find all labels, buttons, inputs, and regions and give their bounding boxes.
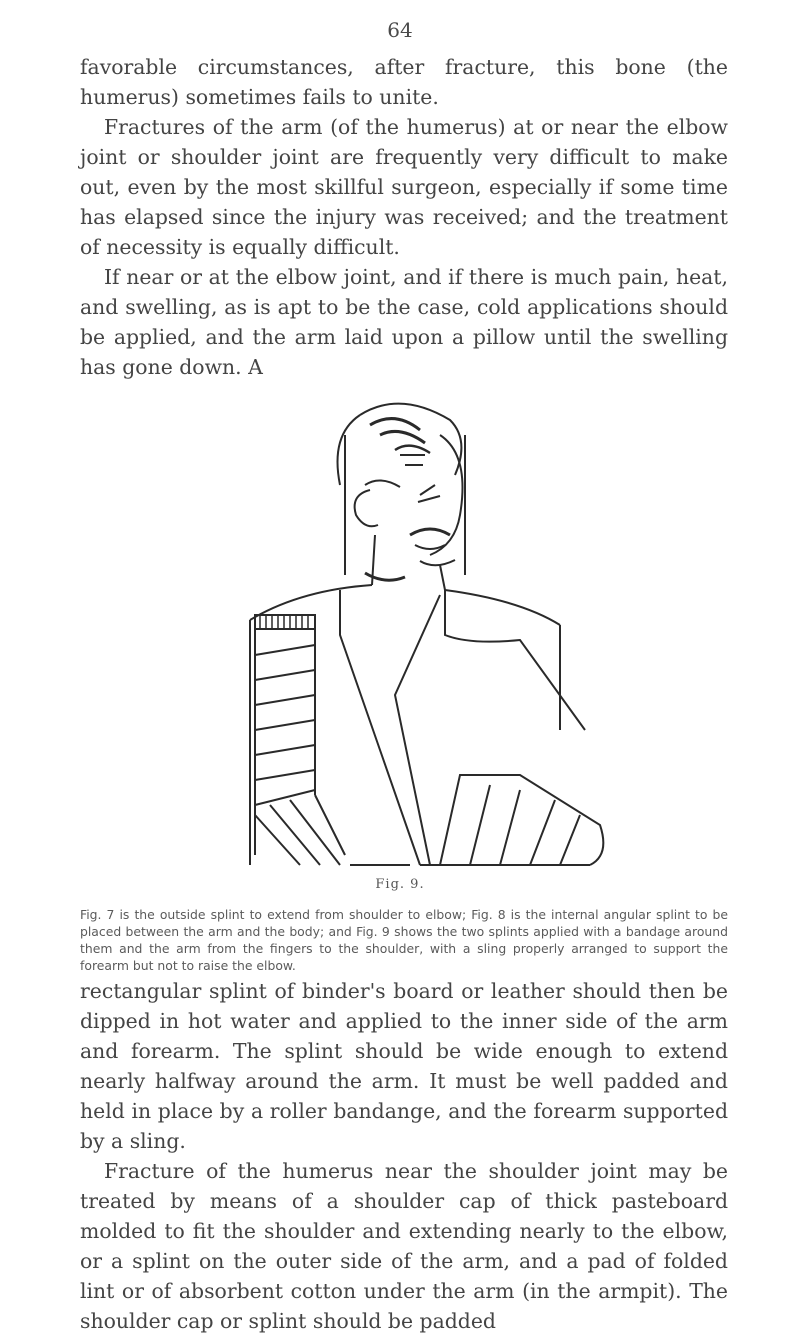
figure-9-illustration — [0, 395, 800, 875]
paragraph: Fractures of the arm (of the humerus) at or near the elbow joint or shoulder joint are frequently very difficult to make out, even by the most skillful surgeon, especially if some time has elapsed since the injury was received; and the treatment of necessity is equally difficult. — [80, 115, 728, 259]
body-text-top — [80, 52, 728, 382]
body-text-bottom — [80, 976, 728, 1336]
sling-and-splint-drawing — [0, 395, 800, 875]
page-number: 64 — [387, 18, 413, 42]
figure-label: Fig. 9. — [375, 877, 425, 892]
paragraph: If near or at the elbow joint, and if there is much pain, heat, and swelling, as is apt to be the case, cold applications should be applied, and the arm laid upon a pillow until the swelling has gone down. A — [80, 265, 728, 379]
paragraph: favorable circumstances, after fracture, this bone (the humerus) sometimes fails to unite. — [80, 55, 728, 109]
paragraph: rectangular splint of binder's board or leather should then be dipped in hot water and applied to the inner side of the arm and forearm. The splint should be wide enough to extend nearly halfway around the arm. It must be well padded and held in place by a roller bandange, and the forearm supported by a sling. — [80, 979, 728, 1153]
paragraph: Fracture of the humerus near the shoulder joint may be treated by means of a shoulder cap of thick pasteboard molded to fit the shoulder and extending nearly to the elbow, or a splint on the outer side of the arm, and a pad of folded lint or of absorbent cotton under the arm (in the armpit). The shoulder cap or splint should be padded — [80, 1159, 728, 1333]
figure-caption: Fig. 7 is the outside splint to extend from shoulder to elbow; Fig. 8 is the internal angular splint to be placed between the arm and the body; and Fig. 9 shows the two splints applied with a bandage around them and the arm from the fingers to the shoulder, with a sling properly arranged to support the forearm but not to raise the elbow. — [80, 907, 728, 973]
